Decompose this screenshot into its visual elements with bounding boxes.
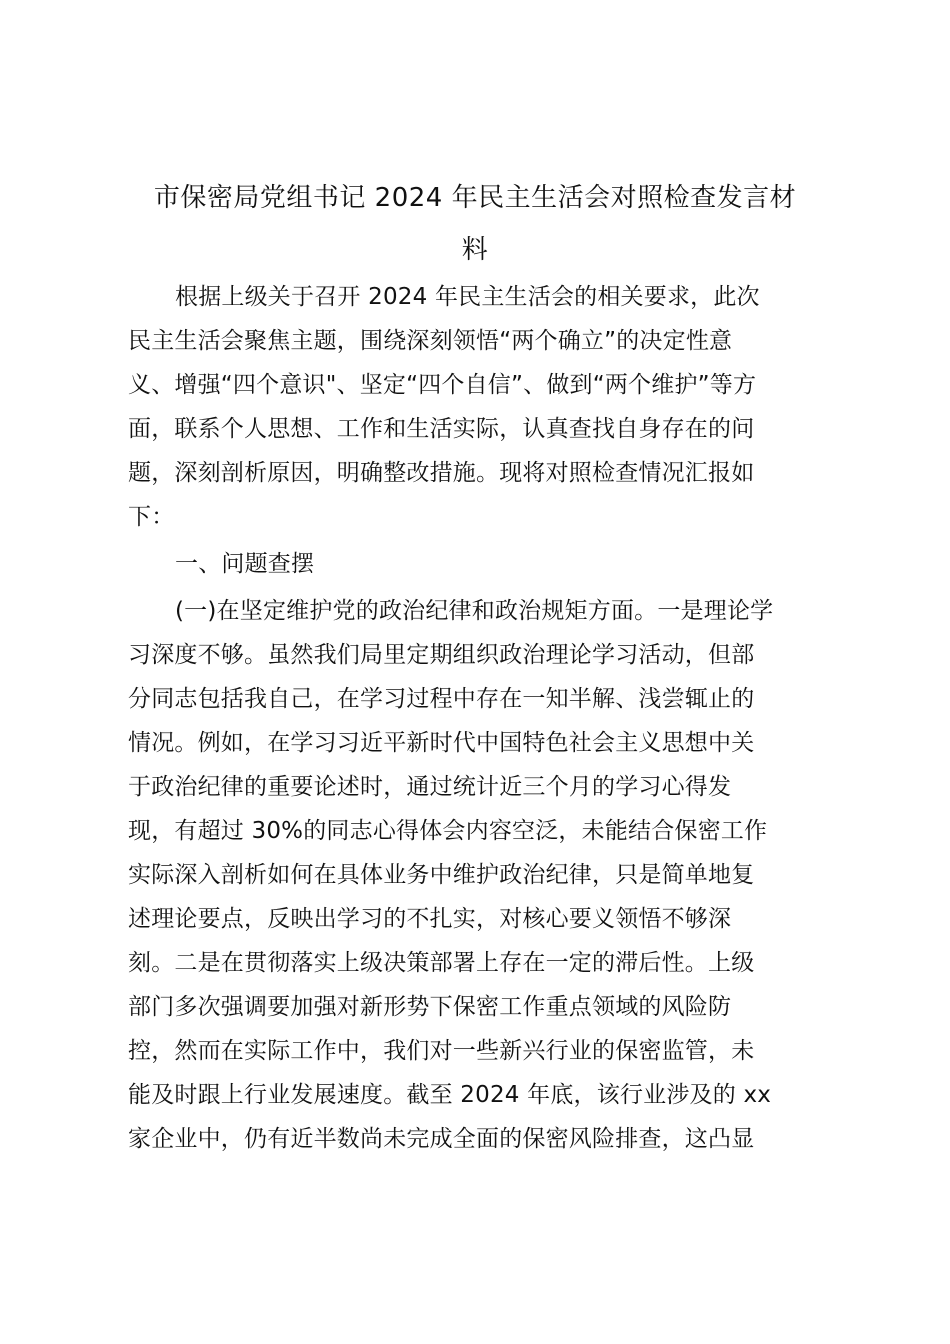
paragraph-line: 述理论要点，反映出学习的不扎实，对核心要义领悟不够深 [128,906,732,932]
paragraph-line: 现，有超过 30%的同志心得体会内容空泛，未能结合保密工作 [128,818,768,844]
paragraph-line: 情况。例如，在学习习近平新时代中国特色社会主义思想中关 [128,730,755,756]
paragraph-line: 于政治纪律的重要论述时，通过统计近三个月的学习心得发 [128,774,732,800]
section-heading: 一、问题查摆 [175,551,315,577]
paragraph-line: 家企业中，仍有近半数尚未完成全面的保密风险排查，这凸显 [128,1126,755,1152]
paragraph-line: 分同志包括我自己，在学习过程中存在一知半解、浅尝辄止的 [128,686,755,712]
paragraph-line: 题，深刻剖析原因，明确整改措施。现将对照检查情况汇报如 [128,460,755,486]
paragraph-line: 面，联系个人思想、工作和生活实际，认真查找自身存在的问 [128,416,755,442]
paragraph-line: 根据上级关于召开 2024 年民主生活会的相关要求，此次 [175,284,760,310]
paragraph-line: 控，然而在实际工作中，我们对一些新兴行业的保密监管，未 [128,1038,755,1064]
paragraph-line: 习深度不够。虽然我们局里定期组织政治理论学习活动，但部 [128,642,755,668]
paragraph-line: 刻。二是在贯彻落实上级决策部署上存在一定的滞后性。上级 [128,950,755,976]
document-title-line-1: 市保密局党组书记 2024 年民主生活会对照检查发言材 [153,183,797,213]
document-title-line-2: 料 [461,235,489,265]
paragraph-line: 实际深入剖析如何在具体业务中维护政治纪律，只是简单地复 [128,862,755,888]
paragraph-line: 义、增强“四个意识"、坚定“四个自信”、做到“两个维护”等方 [128,372,757,398]
paragraph-line: (一)在坚定维护党的政治纪律和政治规矩方面。一是理论学 [175,598,774,624]
paragraph-line: 下： [128,504,175,530]
paragraph-line: 部门多次强调要加强对新形势下保密工作重点领域的风险防 [128,994,732,1020]
paragraph-line: 民主生活会聚焦主题，围绕深刻领悟“两个确立”的决定性意 [128,328,733,354]
paragraph-line: 能及时跟上行业发展速度。截至 2024 年底，该行业涉及的 xx [128,1082,772,1108]
